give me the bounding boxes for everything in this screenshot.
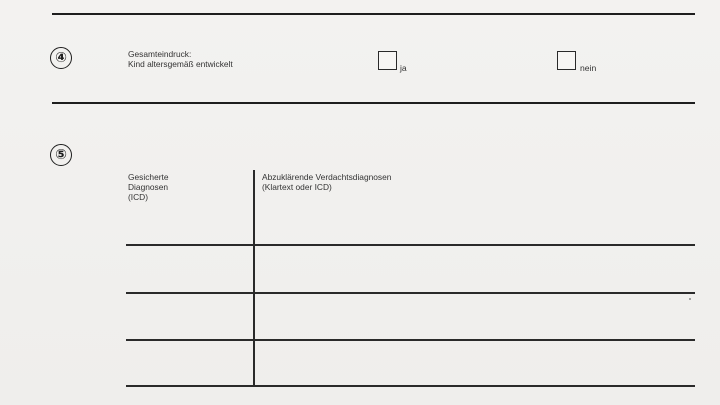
overall-impression-title: Gesamteindruck: [128, 49, 192, 59]
diagnosis-row-line-3[interactable] [126, 339, 695, 341]
checkbox-ja-label: ja [400, 63, 407, 73]
confirmed-header-line2: Diagnosen [128, 182, 169, 192]
diagnosis-row-line-2[interactable] [126, 292, 695, 294]
suspected-header-line2: (Klartext oder ICD) [262, 182, 332, 192]
checkbox-nein-label: nein [580, 63, 597, 73]
confirmed-diagnoses-header [128, 172, 169, 202]
confirmed-header-line1: Gesicherte [128, 172, 169, 182]
overall-impression-label [128, 49, 233, 69]
top-divider [52, 13, 695, 15]
checkbox-ja[interactable] [378, 51, 397, 70]
scan-speck [689, 298, 691, 300]
suspected-diagnoses-header [262, 172, 391, 192]
section-divider [52, 102, 695, 104]
confirmed-header-line3: (ICD) [128, 192, 149, 202]
column-divider [253, 170, 255, 386]
section-5-number: ⑤ [50, 144, 72, 166]
overall-impression-question: Kind altersgemäß entwickelt [128, 59, 233, 69]
section-4-number: ④ [50, 47, 72, 69]
diagnosis-row-line-1[interactable] [126, 244, 695, 246]
checkbox-nein[interactable] [557, 51, 576, 70]
suspected-header-line1: Abzuklärende Verdachtsdiagnosen [262, 172, 392, 182]
diagnosis-row-line-4[interactable] [126, 385, 695, 387]
